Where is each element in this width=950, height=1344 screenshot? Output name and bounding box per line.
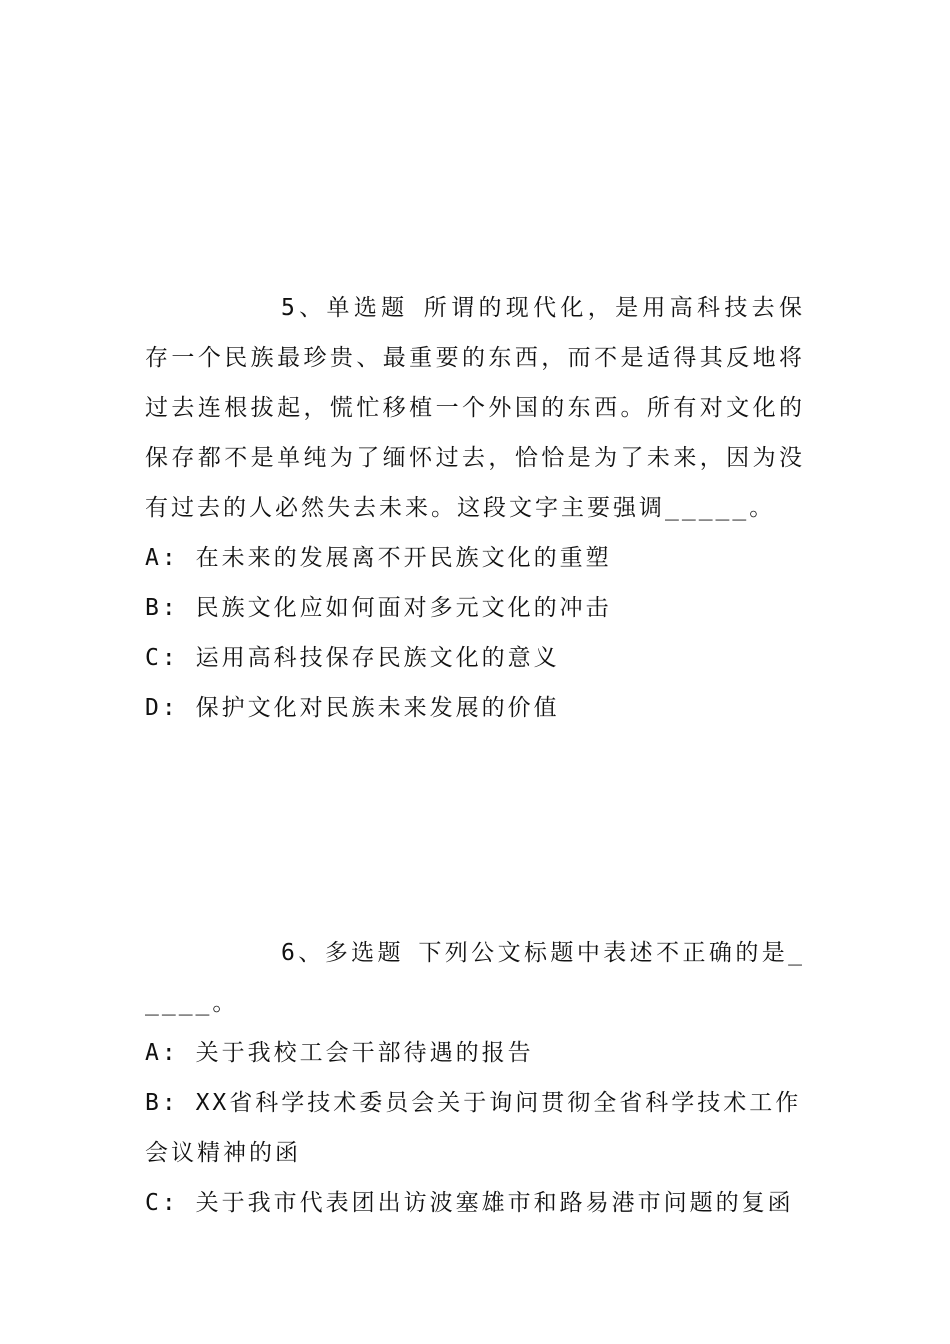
option-text: XX省科学技术委员会关于询问贯彻全省科学技术工作会议精神的函	[145, 1090, 802, 1166]
question-6	[145, 928, 805, 1228]
option-key: A:	[145, 545, 179, 571]
option-b	[145, 1078, 805, 1178]
option-key: C:	[145, 645, 179, 671]
option-d	[145, 683, 805, 733]
option-text: 保护文化对民族未来发展的价值	[195, 695, 560, 721]
question-text: 所谓的现代化，是用高科技去保存一个民族最珍贵、最重要的东西，而不是适得其反地将过去连根拔起，慌忙移植一个外国的东西。所有对文化的保存都不是单纯为了缅怀过去，恰恰是为了未来，因为没有过去的人必然失去未来。这段文字主要强调_____。	[145, 295, 806, 521]
option-text: 运用高科技保存民族文化的意义	[195, 645, 560, 671]
option-a	[145, 1028, 805, 1078]
question-type: 单选题	[326, 295, 409, 321]
question-type: 多选题	[324, 940, 404, 966]
option-text: 民族文化应如何面对多元文化的冲击	[195, 595, 612, 621]
question-stem	[145, 283, 805, 533]
question-text: 下列公文标题中表述不正确的是_____。	[145, 940, 805, 1016]
option-text: 在未来的发展离不开民族文化的重塑	[195, 545, 612, 571]
option-c	[145, 1178, 805, 1228]
option-key: D:	[145, 695, 179, 721]
option-key: B:	[145, 1090, 179, 1116]
option-b	[145, 583, 805, 633]
question-stem	[145, 928, 805, 1028]
option-c	[145, 633, 805, 683]
question-5	[145, 283, 805, 733]
option-text: 关于我校工会干部待遇的报告	[195, 1040, 534, 1066]
question-number: 6、	[281, 940, 325, 966]
option-text: 关于我市代表团出访波塞雄市和路易港市问题的复函	[195, 1190, 794, 1216]
option-key: A:	[145, 1040, 179, 1066]
option-a	[145, 533, 805, 583]
question-number: 5、	[281, 295, 327, 321]
option-key: C:	[145, 1190, 179, 1216]
option-key: B:	[145, 595, 179, 621]
